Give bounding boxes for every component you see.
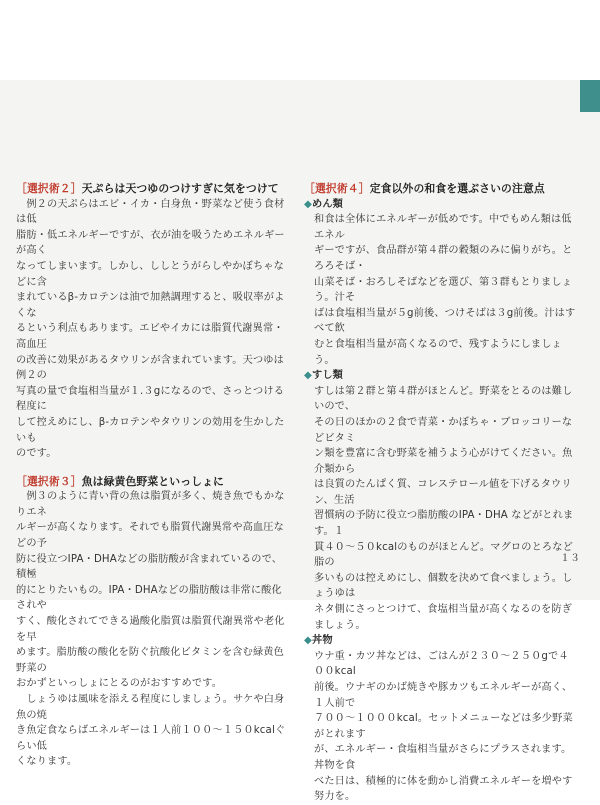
text-line: べた日は、積極的に体を動かし消費エネルギーを増やす努力を。 bbox=[314, 775, 573, 803]
text-line: めます。脂肪酸の酸化を防ぐ抗酸化ビタミンを含む緑黄色野菜の bbox=[16, 647, 284, 674]
section-4-title: 定食以外の和食を選ぶさいの注意点 bbox=[369, 182, 545, 195]
left-column bbox=[16, 181, 288, 770]
text-line: ネタ側にさっとつけて、食塩相当量が高くなるのを防ぎましょう。 bbox=[314, 604, 573, 631]
text-line: のです。 bbox=[16, 448, 57, 460]
text-line: ン類を豊富に含む野菜を補うよう心がけてください。魚介類から bbox=[314, 448, 573, 475]
text-line: くなります。 bbox=[16, 756, 78, 768]
text-line: ばは食塩相当量が５g前後、つけそばは３g前後。汁はすべて飲 bbox=[314, 307, 576, 335]
text-line: が、エネルギー・食塩相当量がさらにプラスされます。丼物を食 bbox=[314, 744, 572, 771]
section-2-tag: ［選択術２］ bbox=[16, 182, 82, 195]
diamond-bullet-icon: ◆ bbox=[304, 635, 312, 647]
text-line: 例３のように青い背の魚は脂質が多く、焼き魚でもかなりエネ bbox=[16, 491, 285, 518]
text-line: 防に役立つIPA・DHAなどの脂肪酸が含まれているので、積極 bbox=[16, 553, 283, 581]
menrui-subheading bbox=[304, 197, 576, 213]
text-line: 貫４０～５０kcalのものがほとんど。マグロのとろなど脂の bbox=[314, 541, 573, 569]
chapter-tab-marker bbox=[580, 80, 600, 112]
section-3-body bbox=[16, 489, 288, 770]
section-2-body bbox=[16, 197, 288, 462]
section-3-tag: ［選択術３］ bbox=[16, 474, 82, 488]
diamond-bullet-icon: ◆ bbox=[304, 370, 312, 382]
text-line: き魚定食ならばエネルギーは１人前１００～１５０kcalぐらい低 bbox=[16, 725, 286, 752]
text-line: おかずといっしょにとるのがおすすめです。 bbox=[16, 678, 223, 690]
sushi-body bbox=[304, 384, 576, 634]
text-line: るという利点もあります。エビやイカには脂質代謝異常・高血圧 bbox=[16, 323, 284, 350]
donburi-subheading bbox=[304, 633, 576, 649]
text-line: 例２の天ぷらはエビ・イカ・白身魚・野菜など使う食材は低 bbox=[16, 198, 285, 226]
text-line: その日のほかの２食で青菜・かぼちゃ・ブロッコリーなどビタミ bbox=[314, 416, 573, 444]
text-line: 写真の量で食塩相当量が１.３gになるので、さっとつける程度に bbox=[16, 385, 285, 413]
text-line: して控えめにし、β-カロテンやタウリンの効用を生かしたいも bbox=[16, 416, 285, 444]
menrui-body bbox=[304, 212, 576, 368]
text-line: なってしまいます。しかし、ししとうがらしやかぼちゃなどに含 bbox=[16, 260, 284, 288]
text-line: 習慣病の予防に役立つ脂肪酸のIPA・DHA などがとれます。１ bbox=[314, 510, 574, 538]
sushi-subheading bbox=[304, 368, 576, 384]
section-3-heading bbox=[16, 474, 288, 490]
section-2-heading bbox=[16, 181, 288, 197]
diamond-bullet-icon: ◆ bbox=[304, 198, 312, 210]
section-2-title: 天ぷらは天つゆのつけすぎに気をつけて bbox=[81, 182, 279, 195]
sushi-label: すし類 bbox=[312, 370, 344, 382]
donburi-label: 丼物 bbox=[312, 635, 333, 647]
text-line: しょうゆは風味を添える程度にしましょう。サケや白身魚の焼 bbox=[16, 694, 285, 721]
text-line: ７００～１０００kcal。セットメニューなどは多少野菜がとれます bbox=[314, 713, 573, 740]
text-line: ウナ重・カツ丼などは、ごはんが２３０～２５０gで４００kcal bbox=[314, 650, 569, 678]
right-column bbox=[304, 181, 576, 805]
text-line: 的にとりたいもの。IPA・DHAなどの脂肪酸は非常に酸化されや bbox=[16, 584, 282, 612]
text-line: 和食は全体にエネルギーが低めです。中でもめん類は低エネル bbox=[314, 214, 572, 241]
text-line: 脂肪・低エネルギーですが、衣が油を吸うためエネルギーが高く bbox=[16, 229, 285, 257]
text-line: 前後。ウナギのかば焼きや豚カツもエネルギーが高く、１人前で bbox=[314, 682, 573, 709]
text-line: は良質のたんぱく質、コレステロール値を下げるタウリン、生活 bbox=[314, 479, 572, 506]
page-number: １３ bbox=[560, 553, 580, 564]
donburi-body bbox=[304, 649, 576, 805]
text-line: むと食塩相当量が高くなるので、残すようにしましょう。 bbox=[314, 338, 562, 366]
text-line: ギーですが、食品群が第４群の穀類のみに偏りがち。とろろそば・ bbox=[314, 245, 573, 272]
text-line: すく、酸化されてできる過酸化脂質は脂質代謝異常や老化を早 bbox=[16, 616, 285, 643]
text-line: 多いものは控えめにし、個数を決めて食べましょう。しょうゆは bbox=[314, 572, 573, 600]
text-line: まれているβ-カロテンは油で加熱調理すると、吸収率がよくな bbox=[16, 292, 285, 319]
text-line: の改善に効果があるタウリンが含まれています。天つゆは例２の bbox=[16, 354, 284, 382]
section-4-tag: ［選択術４］ bbox=[304, 182, 370, 195]
text-line: 山菜そば・おろしそばなどを選び、第３群もとりましょう。汁そ bbox=[314, 276, 573, 304]
section-4-heading bbox=[304, 181, 576, 197]
text-line: ルギーが高くなります。それでも脂質代謝異常や高血圧などの予 bbox=[16, 522, 284, 550]
menrui-label: めん類 bbox=[312, 198, 344, 210]
text-line: すしは第２群と第４群がほとんど。野菜をとるのは難しいので、 bbox=[314, 385, 573, 413]
section-3-title: 魚は緑黄色野菜といっしょに bbox=[81, 474, 224, 488]
